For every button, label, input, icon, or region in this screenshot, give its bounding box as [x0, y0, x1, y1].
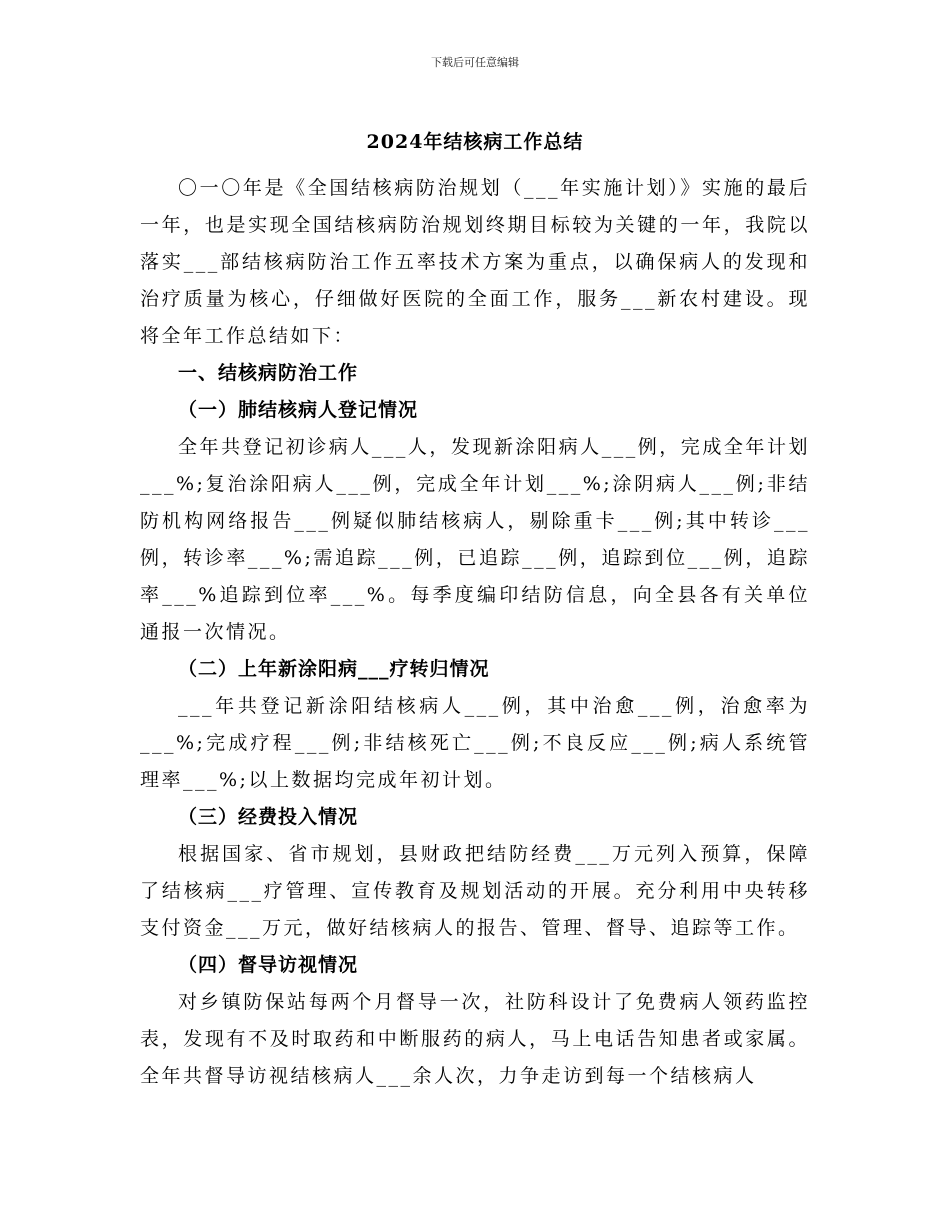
page-title: 2024年结核病工作总结 [366, 131, 584, 153]
page-header-note: 下载后可任意编辑 [431, 56, 519, 69]
registration-paragraph: 全年共登记初诊病人___人，发现新涂阳病人___例，完成全年计划___%;复治涂阳病人___例，完成全年计划___%;涂阴病人___例;非结防机构网络报告___例疑似肺结核病人，剔除重卡___例;其中转诊___例，转诊率___%;需追踪___例，已追踪___例，追踪到位___例，追踪率___%追踪到位率___%。每季度编印结防信息，向全县各有关单位通报一次情况。 [140, 436, 810, 643]
funding-paragraph: 根据国家、省市规划，县财政把结防经费___万元列入预算，保障了结核病___疗管理、宣传教育及规划活动的开展。充分利用中央转移支付资金___万元，做好结核病人的报告、管理、督导、追踪等工作。 [140, 843, 810, 939]
section-heading-tb-prevention: 一、结核病防治工作 [178, 362, 359, 384]
subsection-heading-funding: （三）经费投入情况 [178, 806, 359, 828]
treatment-outcome-paragraph: ___年共登记新涂阳结核病人___例，其中治愈___例，治愈率为___%;完成疗程___例;非结核死亡___例;不良反应___例;病人系统管理率___%;以上数据均完成年初计划。 [140, 695, 810, 791]
document-body [140, 170, 810, 1095]
intro-paragraph: 〇一〇年是《全国结核病防治规划（___年实施计划）》实施的最后一年，也是实现全国结核病防治规划终期目标较为关键的一年，我院以落实___部结核病防治工作五率技术方案为重点，以确保病人的发现和治疗质量为核心，仔细做好医院的全面工作，服务___新农村建设。现将全年工作总结如下： [140, 177, 810, 347]
subsection-heading-supervision: （四）督导访视情况 [178, 954, 359, 976]
subsection-heading-treatment-outcome: （二）上年新涂阳病___疗转归情况 [178, 658, 490, 680]
supervision-paragraph: 对乡镇防保站每两个月督导一次，社防科设计了免费病人领药监控表，发现有不及时取药和中断服药的病人，马上电话告知患者或家属。全年共督导访视结核病人___余人次，力争走访到每一个结核病人 [140, 991, 810, 1087]
subsection-heading-registration: （一）肺结核病人登记情况 [178, 399, 419, 421]
